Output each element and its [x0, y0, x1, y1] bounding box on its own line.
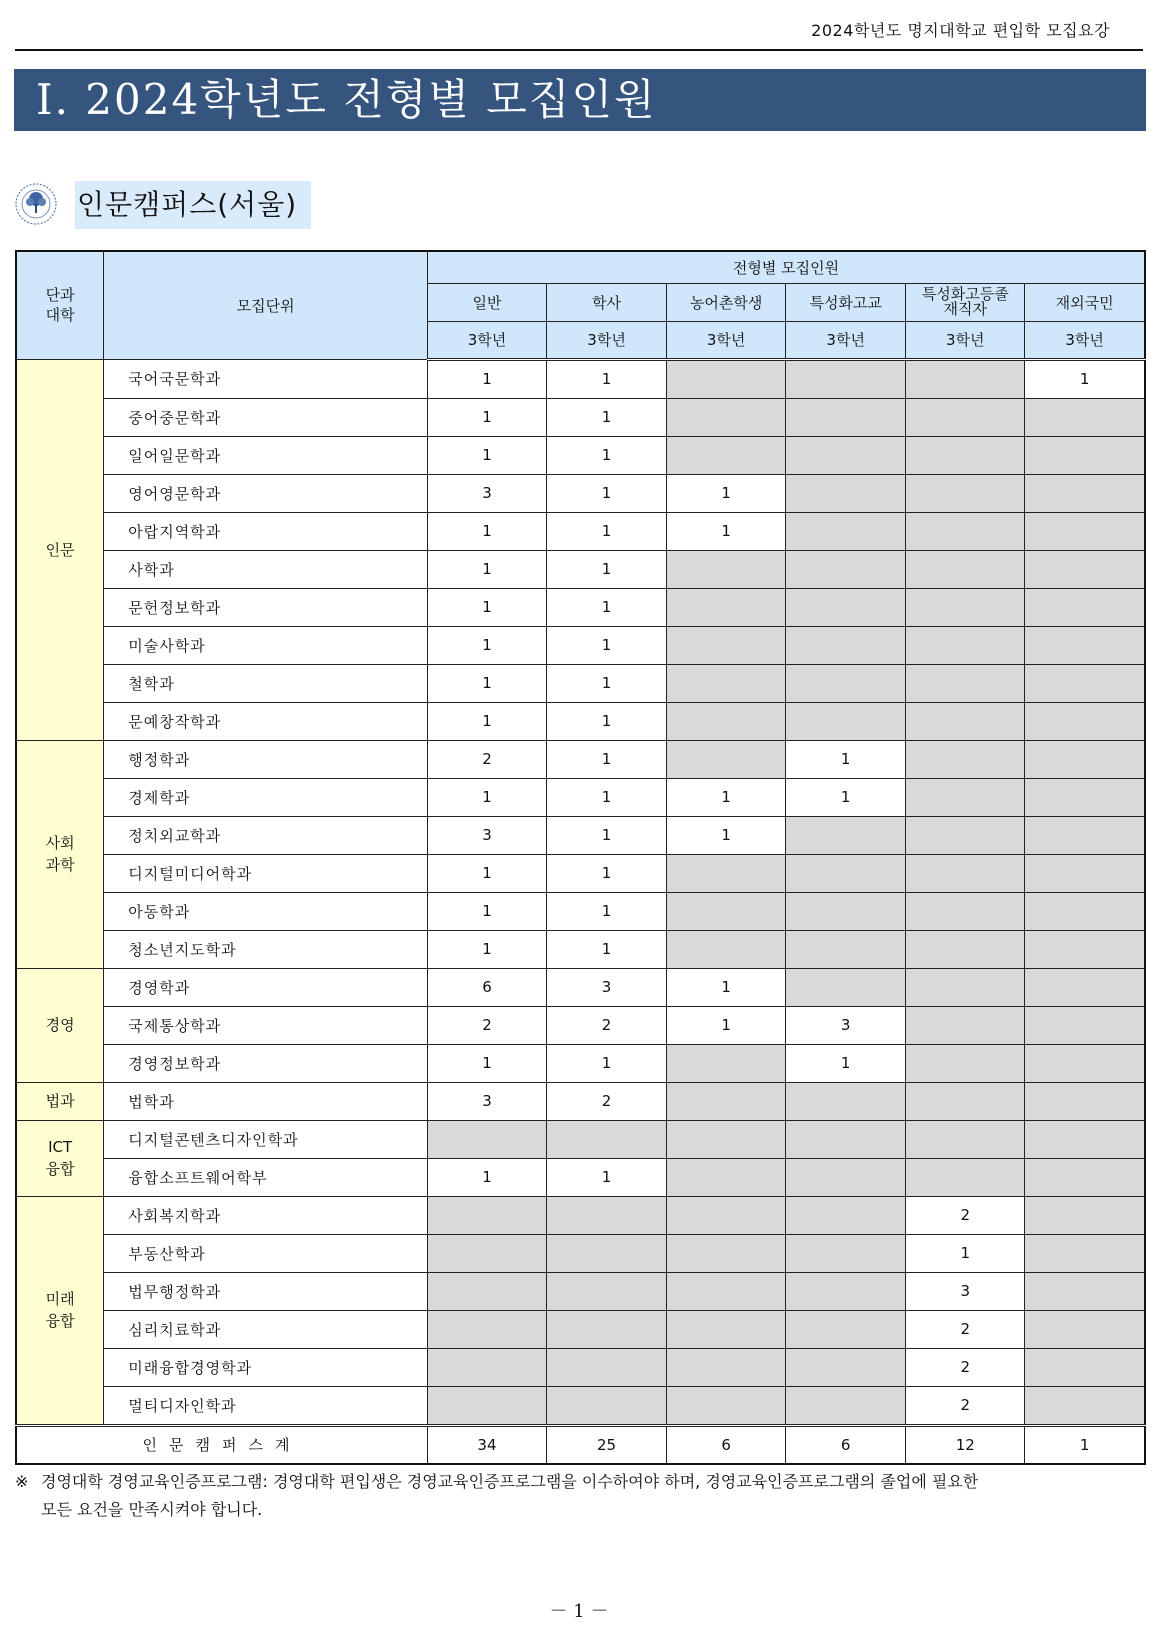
header-type: 특성화고교 [786, 283, 906, 321]
quota-cell: 1 [427, 702, 546, 740]
quota-cell: 1 [427, 512, 546, 550]
empty-cell [667, 436, 786, 474]
unit-cell: 국어국문학과 [104, 359, 428, 398]
quota-cell: 1 [427, 778, 546, 816]
empty-cell [906, 854, 1025, 892]
empty-cell [906, 359, 1025, 398]
empty-cell [786, 512, 906, 550]
empty-cell [786, 474, 906, 512]
total-label: 인문캠퍼스계 [16, 1425, 427, 1464]
quota-cell: 1 [667, 512, 786, 550]
unit-cell: 법무행정학과 [104, 1272, 428, 1310]
empty-cell [906, 816, 1025, 854]
header-year: 3학년 [667, 321, 786, 359]
unit-cell: 중어중문학과 [104, 398, 428, 436]
quota-cell: 3 [427, 816, 546, 854]
quota-cell: 3 [786, 1006, 906, 1044]
empty-cell [667, 1310, 786, 1348]
empty-cell [667, 588, 786, 626]
table-row [16, 778, 1145, 816]
table-row [16, 1120, 1145, 1158]
quota-cell: 1 [547, 740, 667, 778]
unit-cell: 문헌정보학과 [104, 588, 428, 626]
quota-cell: 2 [906, 1196, 1025, 1234]
empty-cell [1025, 816, 1145, 854]
empty-cell [547, 1272, 667, 1310]
university-emblem-icon [14, 182, 58, 226]
empty-cell [547, 1386, 667, 1425]
quota-cell: 1 [427, 1158, 546, 1196]
college-cell: 경영 [16, 968, 104, 1082]
empty-cell [906, 436, 1025, 474]
college-cell: ICT 융합 [16, 1120, 104, 1196]
empty-cell [1025, 588, 1145, 626]
table-row [16, 968, 1145, 1006]
empty-cell [786, 664, 906, 702]
college-cell: 법과 [16, 1082, 104, 1120]
quota-cell: 2 [547, 1082, 667, 1120]
empty-cell [1025, 436, 1145, 474]
empty-cell [906, 588, 1025, 626]
empty-cell [427, 1196, 546, 1234]
unit-cell: 행정학과 [104, 740, 428, 778]
quota-cell: 1 [667, 816, 786, 854]
header-college: 단과 대학 [16, 251, 104, 359]
empty-cell [1025, 1310, 1145, 1348]
quota-cell: 1 [547, 892, 667, 930]
empty-cell [786, 1082, 906, 1120]
empty-cell [786, 1196, 906, 1234]
empty-cell [786, 930, 906, 968]
footnote-line-1: 경영대학 경영교육인증프로그램: 경영대학 편입생은 경영교육인증프로그램을 이수하여야 하며, 경영교육인증프로그램의 졸업에 필요한 [41, 1472, 979, 1491]
college-cell: 사회 과학 [16, 740, 104, 968]
table-row [16, 474, 1145, 512]
empty-cell [1025, 968, 1145, 1006]
empty-cell [786, 892, 906, 930]
empty-cell [906, 968, 1025, 1006]
empty-cell [1025, 1044, 1145, 1082]
empty-cell [786, 702, 906, 740]
table-row [16, 892, 1145, 930]
total-cell: 6 [786, 1425, 906, 1464]
empty-cell [427, 1310, 546, 1348]
empty-cell [667, 1196, 786, 1234]
empty-cell [667, 550, 786, 588]
empty-cell [1025, 1272, 1145, 1310]
empty-cell [547, 1310, 667, 1348]
empty-cell [667, 892, 786, 930]
empty-cell [427, 1120, 546, 1158]
empty-cell [1025, 702, 1145, 740]
empty-cell [906, 778, 1025, 816]
unit-cell: 경영학과 [104, 968, 428, 1006]
empty-cell [786, 1120, 906, 1158]
quota-cell: 1 [547, 436, 667, 474]
unit-cell: 경영정보학과 [104, 1044, 428, 1082]
empty-cell [1025, 740, 1145, 778]
unit-cell: 사회복지학과 [104, 1196, 428, 1234]
quota-cell: 1 [427, 436, 546, 474]
empty-cell [1025, 626, 1145, 664]
college-cell: 인문 [16, 359, 104, 740]
empty-cell [906, 474, 1025, 512]
unit-cell: 심리치료학과 [104, 1310, 428, 1348]
quota-cell: 2 [547, 1006, 667, 1044]
empty-cell [906, 892, 1025, 930]
unit-cell: 철학과 [104, 664, 428, 702]
quota-cell: 1 [667, 474, 786, 512]
quota-cell: 1 [427, 892, 546, 930]
quota-cell: 1 [547, 816, 667, 854]
header-year: 3학년 [547, 321, 667, 359]
empty-cell [1025, 550, 1145, 588]
footnote-mark: ※ [15, 1472, 29, 1491]
empty-cell [1025, 930, 1145, 968]
total-cell: 12 [906, 1425, 1025, 1464]
table-row [16, 626, 1145, 664]
table-row [16, 702, 1145, 740]
empty-cell [427, 1272, 546, 1310]
quota-cell: 1 [547, 588, 667, 626]
empty-cell [906, 1082, 1025, 1120]
quota-cell: 1 [427, 626, 546, 664]
empty-cell [786, 816, 906, 854]
quota-cell: 1 [547, 854, 667, 892]
quota-cell: 1 [427, 854, 546, 892]
table-row [16, 1196, 1145, 1234]
quota-cell: 1 [547, 664, 667, 702]
campus-title: 인문캠퍼스(서울) [75, 181, 311, 229]
empty-cell [1025, 1082, 1145, 1120]
unit-cell: 멀티디자인학과 [104, 1386, 428, 1425]
header-divider [15, 49, 1143, 51]
empty-cell [667, 1386, 786, 1425]
empty-cell [786, 436, 906, 474]
quota-cell: 1 [547, 1044, 667, 1082]
empty-cell [786, 1234, 906, 1272]
empty-cell [547, 1234, 667, 1272]
empty-cell [786, 968, 906, 1006]
table-row [16, 854, 1145, 892]
page-number: － 1 － [549, 1601, 609, 1622]
empty-cell [667, 1082, 786, 1120]
table-row [16, 1082, 1145, 1120]
header-type: 농어촌학생 [667, 283, 786, 321]
unit-cell: 디지털미디어학과 [104, 854, 428, 892]
empty-cell [1025, 1158, 1145, 1196]
empty-cell [1025, 474, 1145, 512]
table-row [16, 1234, 1145, 1272]
table-row [16, 359, 1145, 398]
quota-table [15, 250, 1146, 1465]
empty-cell [1025, 398, 1145, 436]
empty-cell [667, 664, 786, 702]
quota-cell: 3 [547, 968, 667, 1006]
empty-cell [906, 512, 1025, 550]
empty-cell [786, 854, 906, 892]
empty-cell [1025, 664, 1145, 702]
quota-cell: 1 [786, 1044, 906, 1082]
total-cell: 34 [427, 1425, 546, 1464]
quota-cell: 1 [427, 398, 546, 436]
quota-cell: 1 [427, 930, 546, 968]
section-title: Ⅰ. 2024학년도 전형별 모집인원 [14, 69, 1146, 131]
quota-cell: 1 [547, 474, 667, 512]
quota-cell: 1 [1025, 359, 1145, 398]
table-row [16, 1348, 1145, 1386]
quota-cell: 1 [547, 550, 667, 588]
unit-cell: 법학과 [104, 1082, 428, 1120]
table-row [16, 1158, 1145, 1196]
unit-cell: 국제통상학과 [104, 1006, 428, 1044]
quota-cell: 1 [427, 359, 546, 398]
total-cell: 1 [1025, 1425, 1145, 1464]
empty-cell [906, 1120, 1025, 1158]
quota-cell: 1 [547, 702, 667, 740]
empty-cell [786, 1272, 906, 1310]
quota-cell: 2 [427, 740, 546, 778]
footnote [15, 1468, 1145, 1524]
footnote-line-2: 모든 요건을 만족시켜야 합니다. [41, 1500, 263, 1519]
empty-cell [1025, 1234, 1145, 1272]
empty-cell [667, 930, 786, 968]
header-type: 일반 [427, 283, 546, 321]
table-row [16, 1310, 1145, 1348]
table-row [16, 588, 1145, 626]
empty-cell [667, 398, 786, 436]
quota-cell: 1 [547, 1158, 667, 1196]
empty-cell [1025, 1196, 1145, 1234]
running-header: 2024학년도 명지대학교 편입학 모집요강 [811, 21, 1110, 40]
quota-cell: 1 [547, 626, 667, 664]
table-row [16, 664, 1145, 702]
header-year: 3학년 [1025, 321, 1145, 359]
empty-cell [906, 702, 1025, 740]
empty-cell [427, 1234, 546, 1272]
quota-cell: 1 [547, 512, 667, 550]
quota-cell: 1 [786, 778, 906, 816]
empty-cell [667, 740, 786, 778]
quota-cell: 1 [547, 778, 667, 816]
empty-cell [427, 1386, 546, 1425]
unit-cell: 사학과 [104, 550, 428, 588]
table-row [16, 1386, 1145, 1425]
quota-cell: 1 [547, 359, 667, 398]
empty-cell [1025, 1120, 1145, 1158]
empty-cell [427, 1348, 546, 1386]
empty-cell [547, 1196, 667, 1234]
quota-cell: 1 [427, 550, 546, 588]
empty-cell [786, 626, 906, 664]
empty-cell [786, 359, 906, 398]
table-row [16, 436, 1145, 474]
total-cell: 25 [547, 1425, 667, 1464]
header-group: 전형별 모집인원 [427, 251, 1145, 283]
quota-cell: 2 [906, 1348, 1025, 1386]
header-year: 3학년 [786, 321, 906, 359]
unit-cell: 아동학과 [104, 892, 428, 930]
empty-cell [667, 1234, 786, 1272]
empty-cell [547, 1348, 667, 1386]
empty-cell [667, 359, 786, 398]
header-year: 3학년 [427, 321, 546, 359]
quota-cell: 1 [547, 398, 667, 436]
header-year: 3학년 [906, 321, 1025, 359]
empty-cell [1025, 1006, 1145, 1044]
unit-cell: 미술사학과 [104, 626, 428, 664]
empty-cell [786, 1386, 906, 1425]
empty-cell [667, 1348, 786, 1386]
quota-cell: 3 [427, 1082, 546, 1120]
empty-cell [786, 1348, 906, 1386]
quota-cell: 2 [906, 1310, 1025, 1348]
quota-cell: 1 [667, 968, 786, 1006]
table-row [16, 1272, 1145, 1310]
quota-cell: 3 [906, 1272, 1025, 1310]
empty-cell [906, 1044, 1025, 1082]
quota-cell: 1 [427, 588, 546, 626]
empty-cell [786, 1310, 906, 1348]
empty-cell [667, 626, 786, 664]
total-row [16, 1425, 1145, 1464]
empty-cell [906, 626, 1025, 664]
empty-cell [1025, 512, 1145, 550]
empty-cell [1025, 778, 1145, 816]
unit-cell: 영어영문학과 [104, 474, 428, 512]
empty-cell [906, 740, 1025, 778]
empty-cell [786, 550, 906, 588]
table-row [16, 1006, 1145, 1044]
empty-cell [667, 1272, 786, 1310]
quota-cell: 1 [547, 930, 667, 968]
table-row [16, 550, 1145, 588]
quota-cell: 1 [786, 740, 906, 778]
quota-cell: 2 [427, 1006, 546, 1044]
empty-cell [906, 550, 1025, 588]
quota-cell: 6 [427, 968, 546, 1006]
table-row [16, 930, 1145, 968]
empty-cell [786, 588, 906, 626]
quota-cell: 1 [427, 664, 546, 702]
unit-cell: 정치외교학과 [104, 816, 428, 854]
table-row [16, 512, 1145, 550]
unit-cell: 청소년지도학과 [104, 930, 428, 968]
unit-cell: 미래융합경영학과 [104, 1348, 428, 1386]
empty-cell [1025, 854, 1145, 892]
header-unit: 모집단위 [104, 251, 428, 359]
header-type: 특성화고등졸 재직자 [906, 283, 1025, 321]
unit-cell: 융합소프트웨어학부 [104, 1158, 428, 1196]
empty-cell [1025, 1348, 1145, 1386]
header-type: 재외국민 [1025, 283, 1145, 321]
unit-cell: 아랍지역학과 [104, 512, 428, 550]
unit-cell: 디지털콘텐츠디자인학과 [104, 1120, 428, 1158]
unit-cell: 부동산학과 [104, 1234, 428, 1272]
empty-cell [1025, 1386, 1145, 1425]
header-type: 학사 [547, 283, 667, 321]
empty-cell [786, 1158, 906, 1196]
empty-cell [667, 1120, 786, 1158]
unit-cell: 경제학과 [104, 778, 428, 816]
quota-cell: 3 [427, 474, 546, 512]
table-row [16, 816, 1145, 854]
quota-cell: 2 [906, 1386, 1025, 1425]
quota-cell: 1 [427, 1044, 546, 1082]
empty-cell [906, 398, 1025, 436]
empty-cell [667, 854, 786, 892]
empty-cell [906, 1006, 1025, 1044]
unit-cell: 문예창작학과 [104, 702, 428, 740]
unit-cell: 일어일문학과 [104, 436, 428, 474]
empty-cell [906, 1158, 1025, 1196]
empty-cell [786, 398, 906, 436]
empty-cell [906, 930, 1025, 968]
empty-cell [906, 664, 1025, 702]
empty-cell [1025, 892, 1145, 930]
table-row [16, 1044, 1145, 1082]
empty-cell [547, 1120, 667, 1158]
empty-cell [667, 1044, 786, 1082]
empty-cell [667, 702, 786, 740]
college-cell: 미래 융합 [16, 1196, 104, 1425]
empty-cell [667, 1158, 786, 1196]
table-row [16, 398, 1145, 436]
quota-cell: 1 [667, 1006, 786, 1044]
total-cell: 6 [667, 1425, 786, 1464]
quota-cell: 1 [906, 1234, 1025, 1272]
quota-cell: 1 [667, 778, 786, 816]
table-row [16, 740, 1145, 778]
